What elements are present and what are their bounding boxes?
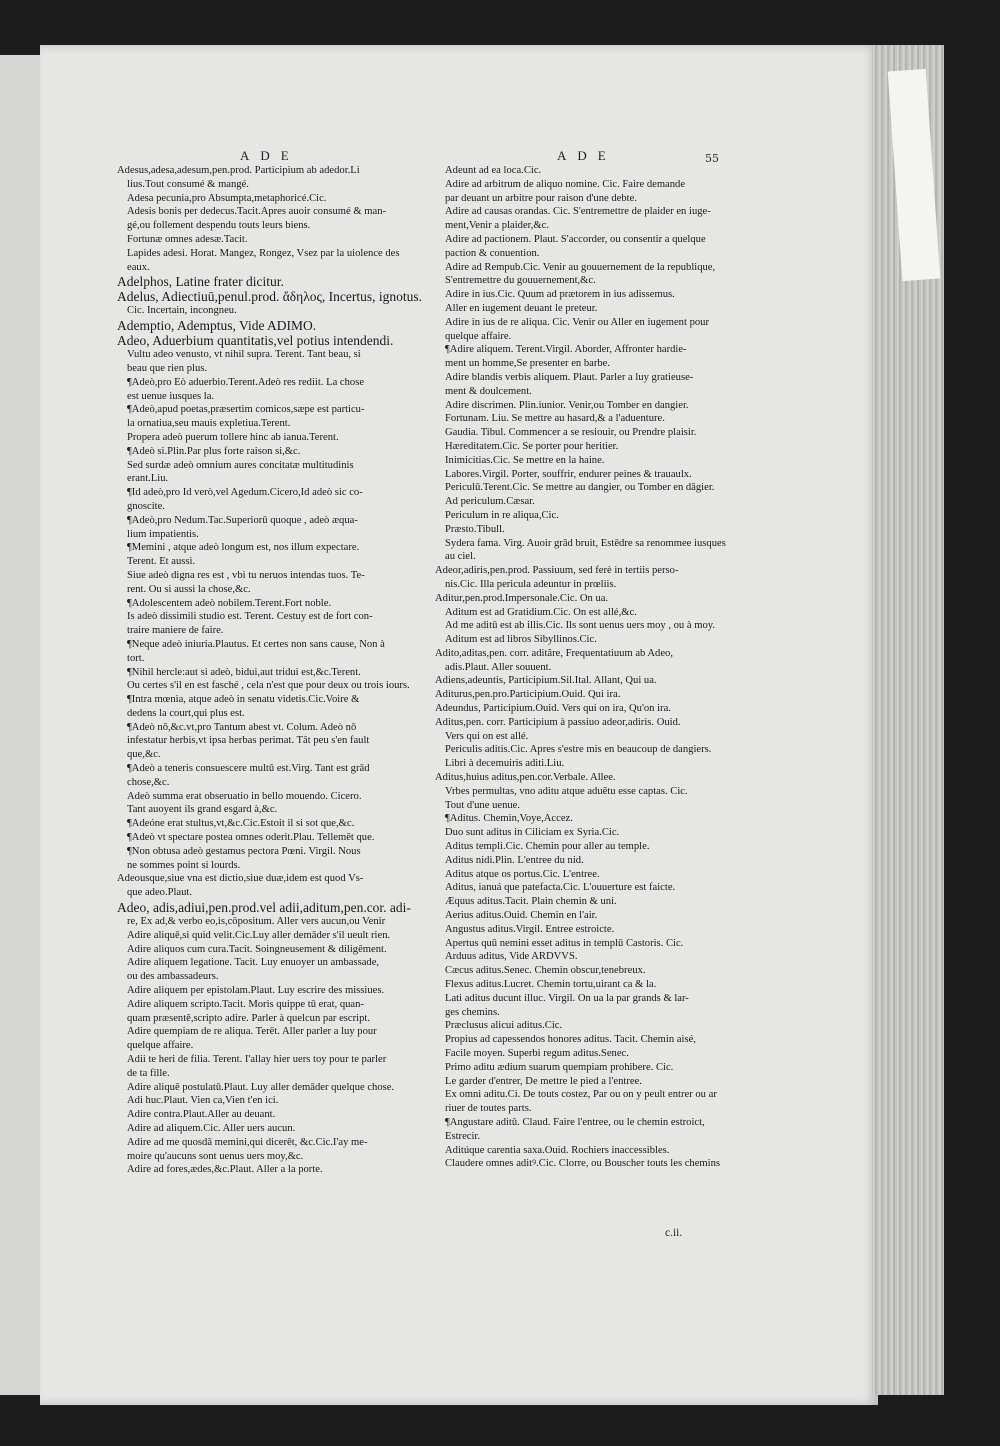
- page-number: 55: [705, 152, 719, 165]
- dictionary-line: Tant auoyent ils grand esgard à,&c.: [127, 804, 278, 816]
- dictionary-line: lius.Tout consumé & mangé.: [127, 178, 249, 190]
- dictionary-line: Le garder d'entrer, De mettre le pied a l'entree.: [445, 1075, 642, 1087]
- dictionary-line: que adeo.Plaut.: [127, 887, 193, 899]
- dictionary-line: de ta fille.: [127, 1067, 170, 1079]
- dictionary-line: est uenue iusques la.: [127, 390, 215, 402]
- dictionary-line: quelque affaire.: [445, 330, 512, 342]
- dictionary-line: que,&c.: [127, 749, 161, 761]
- dictionary-line: Gaudia. Tibul. Commencer a se resiouir, ou Prendre plaisir.: [445, 427, 697, 439]
- dictionary-line: Periculum in re aliqua,Cic.: [445, 509, 559, 521]
- dictionary-line: Aditus nidi.Plin. L'entree du nid.: [445, 854, 584, 866]
- dictionary-line: Adire quempiam de re aliqua. Terēt. Aller parler a luy pour: [127, 1026, 377, 1038]
- dictionary-line: Facile moyen. Superbi regum aditus.Senec.: [445, 1048, 629, 1059]
- dictionary-line: ou des ambassadeurs.: [127, 971, 219, 983]
- dictionary-line: Vers qui on est allé.: [445, 730, 529, 742]
- dictionary-line: Labores.Virgil. Porter, souffrir, endurer peines & trauaulx.: [445, 468, 692, 480]
- dictionary-line: Terent. Et aussi.: [127, 556, 196, 568]
- dictionary-line: Is adeò dissimili studio est. Terent. Cestuy est de fort con-: [127, 611, 373, 623]
- dictionary-line: par deuant un arbitre pour raison d'une debte.: [445, 192, 637, 204]
- dictionary-line: Vultu adeo venusto, vt nihil supra. Terent. Tant beau, si: [127, 349, 361, 361]
- dictionary-line: Sed surdæ adeò omnium aures concitatæ multitudinis: [127, 459, 354, 471]
- dictionary-line: Adire aliquē,si quid velit.Cic.Luy aller demāder s'il ueult rien.: [127, 929, 391, 941]
- dictionary-line: Cic. Incertain, incongneu.: [127, 305, 237, 317]
- dictionary-line: Adire aliquē postulatū.Plaut. Luy aller demāder quelque chose.: [127, 1081, 395, 1093]
- dictionary-line: Siue adeò digna res est , vbi tu neruos intendas tuos. Te-: [127, 569, 365, 581]
- dictionary-line: re, Ex ad,& verbo eo,is,cōpositum. Aller vers aucun,ou Venir: [127, 916, 386, 928]
- dictionary-line: Claudere omnes aditꝰ.Cic. Clorre, ou Bouscher touts les chemins: [445, 1158, 721, 1170]
- dictionary-line: ¶Memini , atque adeò longum est, nos illum expectare.: [127, 542, 360, 554]
- dictionary-line: ¶Adeóne erat stultus,vt,&c.Cic.Estoit il si sot que,&c.: [127, 818, 355, 830]
- dictionary-line: Adii te heri de filia. Terent. I'allay hier uers toy pour te parler: [127, 1054, 387, 1066]
- dictionary-line: Arduus aditus, Vide ARDVVS.: [445, 951, 578, 963]
- dictionary-line: Adesus,adesa,adesum,pen.prod. Participium ab adedor.Li: [117, 165, 360, 176]
- dictionary-line: nis.Cic. Illa pericula adeuntur in prœliis.: [445, 578, 617, 590]
- dictionary-line: Aditur,pen.prod.Impersonale.Cic. On ua.: [435, 592, 609, 604]
- dictionary-line: ¶Adeò,pro Nedum.Tac.Superiorū quoque , adeò æqua-: [127, 514, 358, 526]
- dictionary-line: ¶Angustare aditū. Claud. Faire l'entree, ou le chemin estroict,: [445, 1116, 705, 1128]
- dictionary-line: Adire aliquem scripto.Tacit. Moris quippe tū erat, quan-: [127, 998, 364, 1010]
- dictionary-line: au ciel.: [445, 551, 476, 563]
- dictionary-line: lium impatientis.: [127, 528, 199, 540]
- dictionary-line: Adiens,adeuntis, Participium.Sil.Ital. Allant, Qui ua.: [435, 675, 657, 687]
- dictionary-line: riuer de toutes parts.: [445, 1103, 532, 1115]
- dictionary-line: ¶Id adeò,pro Id verò,vel Agedum.Cicero,Id adeò sic co-: [127, 487, 363, 499]
- dictionary-line: Adire contra.Plaut.Aller au deuant.: [127, 1109, 276, 1121]
- dictionary-line: Adi huc.Plaut. Vien ca,Vien t'en ici.: [127, 1095, 279, 1107]
- dictionary-line: Adire ad causas orandas. Cic. S'entremettre de plaider en iuge-: [445, 206, 711, 218]
- dictionary-line: Adito,aditas,pen. corr. aditâre, Frequentatiuum ab Adeo,: [435, 647, 673, 659]
- dictionary-line: Aditúque carentia saxa.Ouid. Rochiers inaccessibles.: [445, 1144, 670, 1156]
- dictionary-line: Adire ad aliquem.Cic. Aller uers aucun.: [127, 1123, 296, 1134]
- dictionary-line: Adeor,adiris,pen.prod. Passiuum, sed ferè in tertiis perso-: [435, 565, 679, 577]
- dictionary-line: Aditus, ianuá que patefacta.Cic. L'ouuerture est faicte.: [445, 882, 676, 894]
- signature-mark: c.ii.: [665, 1227, 683, 1239]
- right-column: [435, 164, 727, 1171]
- dictionary-line: Adelphos, Latine frater dicitur.: [117, 274, 284, 290]
- dictionary-line: Angustus aditus.Virgil. Entree estroicte.: [445, 923, 615, 935]
- dictionary-line: gnoscite.: [127, 500, 165, 512]
- dictionary-line: Propius ad capessendos honores aditus. Tacit. Chemin aisé,: [445, 1034, 696, 1046]
- dictionary-line: Primo aditu ædium suarum quempiam prohibere. Cic.: [445, 1061, 674, 1073]
- dictionary-line: ¶Non obtusa adeò gestamus pectora Pœni. Virgil. Nous: [127, 845, 361, 857]
- dictionary-line: S'entremettre du gouuernement,&c.: [445, 275, 596, 287]
- dictionary-line: Ad periculum.Cæsar.: [445, 496, 535, 508]
- dictionary-line: Adire in ius.Cic. Quum ad prætorem in ius adissemus.: [445, 289, 675, 301]
- dictionary-line: Apertus quū nemini esset aditus in templū Castoris. Cic.: [445, 937, 684, 949]
- dictionary-line: Ademptio, Ademptus, Vide ADIMO.: [117, 318, 317, 334]
- dictionary-line: ¶Adolescentem adeò nobilem.Terent.Fort noble.: [127, 597, 332, 609]
- dictionary-line: rent. Ou si aussi la chose,&c.: [127, 583, 251, 595]
- dictionary-line: ¶Adeò,apud poetas,præsertim comicos,sæpe est particu-: [127, 404, 365, 416]
- dictionary-line: Præsto.Tibull.: [445, 523, 505, 535]
- dictionary-line: paction & conuention.: [445, 247, 540, 259]
- dictionary-line: ¶Adeò si.Plin.Par plus forte raison si,&c.: [127, 445, 301, 457]
- dictionary-line: ment,Venir a plaider,&c.: [445, 220, 550, 232]
- dictionary-line: ¶Nihil hercle:aut si adeò, bidui,aut tridui est,&c.Terent.: [127, 666, 361, 678]
- dictionary-line: ¶Aditus. Chemin,Voye,Accez.: [445, 813, 573, 825]
- dictionary-line: quelque affaire.: [127, 1040, 194, 1052]
- dictionary-line: Lapides adesi. Horat. Mangez, Rongez, Vsez par la uiolence des: [127, 247, 400, 259]
- dictionary-line: Adire discrimen. Plin.iunior. Venir,ou Tomber en dangier.: [445, 399, 689, 411]
- dictionary-line: Cæcus aditus.Senec. Chemin obscur,tenebreux.: [445, 965, 646, 977]
- dictionary-line: Æquus aditus.Tacit. Plain chemin & uni.: [445, 896, 617, 908]
- dictionary-line: Libri à decemuiris aditi.Liu.: [445, 758, 565, 770]
- dictionary-line: Adesis bonis per dedecus.Tacit.Apres auoir consumé & man-: [127, 206, 387, 218]
- dictionary-line: quam præsentē,scripto adire. Parler à quelcun par escript.: [127, 1012, 370, 1024]
- dictionary-line: Adeunt ad ea loca.Cic.: [445, 165, 542, 176]
- dictionary-line: Adire ad pactionem. Plaut. S'accorder, ou consentir a quelque: [445, 233, 706, 245]
- dictionary-line: Aditurus,pen.pro.Participium.Ouid. Qui ira.: [435, 689, 621, 701]
- dictionary-line: Adelus, Adiectiuū,penul.prod. ἄδηλος, Incertus, ignotus.: [117, 289, 422, 305]
- dictionary-line: gé,ou follement despendu touts leurs biens.: [127, 220, 311, 232]
- dictionary-line: ¶Neque adeò iniuria.Plautus. Et certes non sans cause, Non à: [127, 638, 385, 650]
- dictionary-line: Adeo, Aduerbium quantitatis,vel potius intendendi.: [117, 333, 394, 349]
- dictionary-line: Lati aditus ducunt illuc. Virgil. On ua la par grands & lar-: [445, 992, 689, 1004]
- dictionary-line: Flexus aditus.Lucret. Chemin tortu,uirant ca & la.: [445, 979, 657, 991]
- dictionary-line: ment & doulcement.: [445, 385, 532, 397]
- dictionary-line: dedens la court,qui plus est.: [127, 707, 245, 719]
- dictionary-line: Adeo, adis,adiui,pen.prod.vel adii,aditum,pen.cor. adi-: [117, 900, 411, 916]
- dictionary-line: ¶Adeò,pro Eò aduerbio.Terent.Adeò res rediit. La chose: [127, 376, 365, 388]
- right-running-header: ADE: [557, 148, 617, 163]
- dictionary-line: Vrbes permultas, vno aditu atque aduētu esse captas. Cic.: [445, 785, 688, 797]
- dictionary-line: Tout d'une uenue.: [445, 799, 521, 811]
- left-column: [117, 164, 425, 1177]
- dictionary-line: Periculū.Terent.Cic. Se mettre au dangier, ou Tomber en dāgier.: [445, 482, 715, 494]
- dictionary-line: Ex omni aditu.Ci. De touts costez, Par ou on y peult entrer ou ar: [445, 1089, 717, 1101]
- dictionary-line: adis.Plaut. Aller souuent.: [445, 661, 552, 673]
- dictionary-line: ¶Intra mœnia, atque adeò in senatu videtis.Cic.Voire &: [127, 694, 360, 706]
- dictionary-line: Fortunam. Liu. Se mettre au hasard,& a l'aduenture.: [445, 413, 665, 425]
- dictionary-line: Inimicitias.Cic. Se mettre en la haine.: [445, 454, 605, 466]
- dictionary-line: Adire aliquos cum cura.Tacit. Soingneusement & diligēment.: [127, 943, 387, 955]
- dictionary-line: Adire aliquem per epistolam.Plaut. Luy escrire des missiues.: [127, 985, 385, 997]
- dictionary-line: Adeò summa erat obseruatio in bello mouendo. Cicero.: [127, 790, 362, 802]
- dictionary-line: Aller en iugement deuant le preteur.: [445, 302, 598, 314]
- dictionary-line: Aditus templi.Cic. Chemin pour aller au temple.: [445, 841, 650, 853]
- dictionary-line: Adire ad Rempub.Cic. Venir au gouuernement de la republique,: [445, 261, 716, 273]
- dictionary-line: beau que rien plus.: [127, 362, 208, 374]
- dictionary-line: ¶Adeò vt spectare postea omnes oderit.Plau. Tellemēt que.: [127, 832, 375, 844]
- dictionary-line: Fortunæ omnes adesæ.Tacit.: [127, 233, 248, 245]
- dictionary-line: Hæreditatem.Cic. Se porter pour heritier.: [445, 440, 619, 452]
- dictionary-line: Ou certes s'il en est fasché , cela n'est que pour deux ou trois iours.: [127, 680, 410, 692]
- dictionary-line: tort.: [127, 652, 145, 664]
- dictionary-line: eaux.: [127, 261, 150, 273]
- dictionary-line: ges chemins.: [445, 1006, 500, 1018]
- left-page-edge: [0, 55, 40, 1395]
- dictionary-line: ¶Adeò nō,&c.vt,pro Tantum abest vt. Colum. Adeò nō: [127, 721, 357, 733]
- dictionary-line: Aerius aditus.Ouid. Chemin en l'air.: [445, 910, 598, 922]
- dictionary-line: Adire ad fores,ædes,&c.Plaut. Aller a la porte.: [127, 1164, 323, 1176]
- dictionary-line: Ad me aditū est ab illis.Cic. Ils sont uenus uers moy , ou à moy.: [445, 620, 716, 632]
- left-running-header: ADE: [240, 148, 300, 163]
- dictionary-line: Periculis aditis.Cic. Apres s'estre mis en beaucoup de dangiers.: [445, 744, 712, 756]
- dictionary-line: Præclusus alicui aditus.Cic.: [445, 1020, 563, 1032]
- dictionary-line: Adeousque,siue vna est dictio,siue duæ,idem est quod Vs-: [117, 873, 364, 885]
- dictionary-line: traire maniere de faire.: [127, 625, 224, 637]
- dictionary-line: Aditus,pen. corr. Participium à passiuo adeor,adiris. Ouid.: [435, 716, 681, 728]
- dictionary-line: Aditum est ad Gratidium.Cic. On est allé,&c.: [445, 606, 637, 618]
- dictionary-line: Adire blandis verbis aliquem. Plaut. Parler a luy gratieuse-: [445, 371, 694, 383]
- dictionary-line: Propera adeò puerum tollere hinc ab ianua.Terent.: [127, 431, 339, 443]
- dictionary-line: Aditus,huius aditus,pen.cor.Verbale. Allee.: [435, 772, 616, 784]
- dictionary-line: ne sommes point si lourds.: [127, 859, 241, 871]
- dictionary-line: Sydera fama. Virg. Auoir grād bruit, Estēdre sa renommee iusques: [445, 537, 726, 549]
- dictionary-line: ¶Adeò a teneris consuescere multū est.Virg. Tant est grād: [127, 763, 370, 775]
- dictionary-line: chose,&c.: [127, 776, 170, 788]
- dictionary-line: Estrecir.: [445, 1130, 481, 1142]
- dictionary-line: Adire ad me quosdā memini,qui dicerēt, &c.Cic.I'ay me-: [127, 1136, 368, 1148]
- dictionary-line: ment un homme,Se presenter en barbe.: [445, 358, 611, 370]
- dictionary-line: Aditum est ad libros Sibyllinos.Cic.: [445, 634, 597, 646]
- dictionary-line: Adeundus, Participium.Ouid. Vers qui on ira, Qu'on ira.: [435, 703, 671, 715]
- dictionary-line: Adire aliquem legatione. Tacit. Luy enuoyer un ambassade,: [127, 957, 380, 969]
- dictionary-line: Adesa pecunia,pro Absumpta,metaphoricé.Cic.: [127, 192, 327, 204]
- dictionary-line: la ornatiua,seu mauis expletiua.Terent.: [127, 418, 291, 430]
- dictionary-line: ¶Adire aliquem. Terent.Virgil. Aborder, Affronter hardie-: [445, 344, 687, 356]
- dictionary-line: moire qu'aucuns sont uenus uers moy,&c.: [127, 1150, 304, 1162]
- dictionary-line: Adire ad arbitrum de aliquo nomine. Cic. Faire demande: [445, 178, 686, 190]
- dictionary-line: erant.Liu.: [127, 473, 169, 485]
- dictionary-line: Adire in ius de re aliqua. Cic. Venir ou Aller en iugement pour: [445, 316, 709, 328]
- dictionary-line: Duo sunt aditus in Ciliciam ex Syria.Cic.: [445, 827, 620, 839]
- dictionary-line: Aditus atque os portus.Cic. L'entree.: [445, 868, 600, 880]
- dictionary-line: infestatur herbis,vt ipsa herbas perimat. Tāt peu s'en fault: [127, 735, 370, 747]
